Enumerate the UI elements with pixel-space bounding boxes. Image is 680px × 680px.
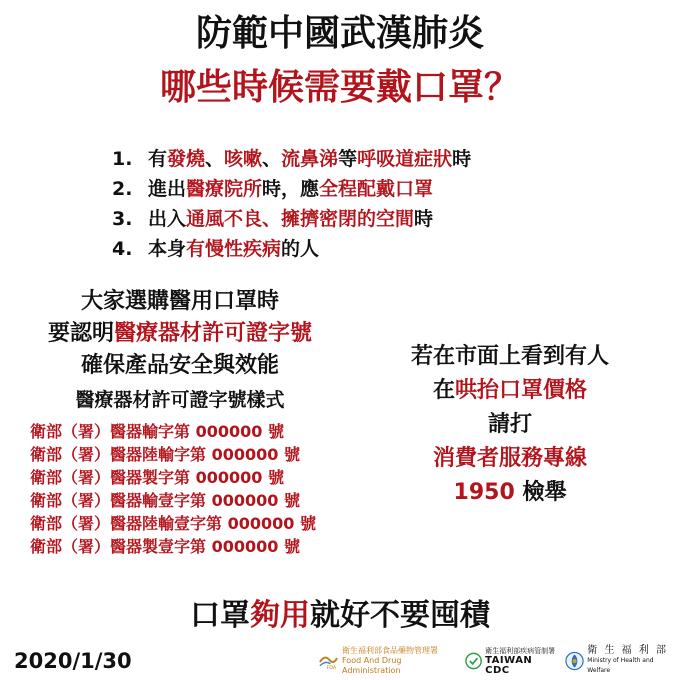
list-number: 1. [112, 148, 133, 170]
list-text: 有發燒、咳嗽、流鼻涕等呼吸道症狀時 [148, 148, 472, 170]
permit-format-item: 衛部（署）醫器製字第 000000 號 [30, 468, 284, 487]
permit-format-list [30, 420, 370, 558]
hotline-number: 1950 [453, 480, 515, 505]
cdc-icon [465, 652, 482, 670]
purchase-line: 要認明醫療器材許可證字號 [47, 321, 313, 346]
list-item [112, 204, 632, 234]
permit-format-item: 衛部（署）醫器輸字第 000000 號 [30, 422, 284, 441]
report-line: 1950 檢舉 [453, 480, 567, 505]
purchase-advice [0, 286, 360, 382]
report-line: 若在市面上看到有人 [410, 344, 609, 369]
list-text: 進出醫療院所時，應全程配戴口罩 [148, 178, 434, 200]
permit-format-item: 衛部（署）醫器陸輸字第 000000 號 [30, 445, 300, 464]
permit-format-item: 衛部（署）醫器製壹字第 000000 號 [30, 537, 300, 556]
list-text: 本身有慢性疾病的人 [148, 238, 320, 260]
report-line: 在哄抬口罩價格 [432, 378, 588, 403]
mohw-logo: 衛 生 福 利 部 Ministry of Health and Welfare [565, 646, 674, 676]
purchase-line: 確保產品安全與效能 [80, 353, 279, 378]
list-number: 2. [112, 178, 133, 200]
page-subtitle: 哪些時候需要戴口罩？ [159, 67, 520, 108]
fda-logo: FDA 衛生福利部食品藥物管理署 Food And Drug Administration [318, 646, 457, 676]
report-info [380, 340, 640, 510]
list-text: 出入通風不良、擁擠密閉的空間時 [148, 208, 434, 230]
hotline-name: 消費者服務專線 [432, 446, 587, 471]
purchase-line: 大家選購醫用口罩時 [80, 289, 279, 314]
list-item [112, 234, 632, 264]
list-number: 4. [112, 238, 133, 260]
permit-format-item: 衛部（署）醫器輸壹字第 000000 號 [30, 491, 300, 510]
list-item [112, 174, 632, 204]
situation-list [112, 144, 632, 264]
list-item [112, 144, 632, 174]
page-title: 防範中國武漢肺炎 [195, 13, 484, 54]
permit-format-heading: 醫療器材許可證字號樣式 [75, 389, 285, 411]
fda-icon [318, 652, 339, 670]
list-number: 3. [112, 208, 133, 230]
slogan: 口罩夠用就好不要囤積 [190, 598, 490, 633]
mohw-icon [565, 651, 584, 671]
permit-format-item: 衛部（署）醫器陸輸壹字第 000000 號 [30, 514, 316, 533]
report-line: 請打 [487, 412, 532, 437]
cdc-logo: 衛生福利部疾病管制署 TAIWAN CDC [465, 646, 557, 676]
svg-text:FDA: FDA [326, 666, 337, 670]
publish-date: 2020/1/30 [14, 649, 132, 673]
agency-logos [318, 646, 674, 676]
